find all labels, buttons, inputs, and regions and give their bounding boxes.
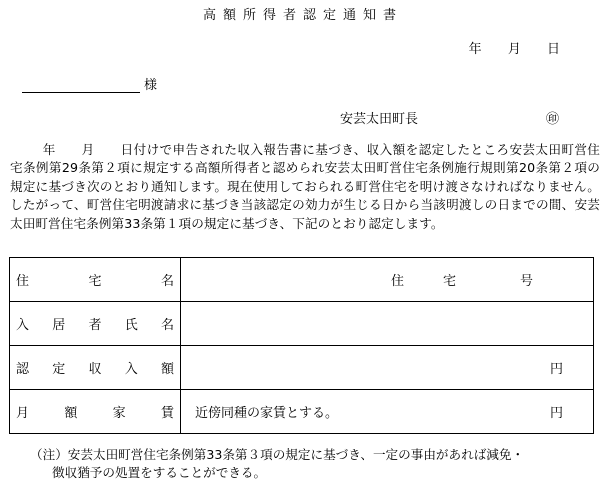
recipient-blank: [22, 78, 140, 93]
tenant-name-value: [181, 302, 594, 346]
tenant-name-label: 入 居 者 氏 名: [10, 302, 181, 346]
footnote: [30, 446, 600, 482]
monthly-rent-label: 月 額 家 賃: [10, 390, 181, 434]
table-row-tenant: [10, 302, 594, 346]
monthly-rent-value: 近傍同種の家賃とする。 円: [181, 390, 594, 434]
table-row-income: [10, 346, 594, 390]
notice-paragraph: 年 月 日付けで申告された収入報告書に基づき、収入額を認定したところ安芸太田町営住宅条例第29条第２項に規定する高額所得者と認められ安芸太田町営住宅条例施行規則第20条第２項の規定に基づき次のとおり通知します。現在使用しておられる町営住宅を明け渡さなければなりません。したがって、町営住宅明渡請求に基づき当該認定の効力が生じる日から当該明渡しの日までの間、安芸太田町営住宅条例第33条第１項の規定に基づき、下記のとおり認定します。: [10, 142, 600, 231]
date-month: 月: [507, 42, 521, 57]
recipient-suffix: 様: [144, 78, 158, 93]
recipient-line: [22, 74, 157, 93]
notice-body: [10, 141, 600, 233]
footnote-line-1: （注）安芸太田町営住宅条例第33条第３項の規定に基づき、一定の事由があれば減免・: [30, 447, 525, 462]
footnote-line-2: 徴収猶予の処置をすることができる。: [52, 465, 267, 480]
date-day: 日: [546, 42, 560, 57]
housing-name-label: 住 宅 名: [10, 258, 181, 302]
date-line: [469, 38, 560, 57]
document-title: 高額所得者認定通知書: [202, 8, 403, 23]
certified-income-label: 認 定 収 入 額: [10, 346, 181, 390]
date-year: 年: [468, 42, 482, 57]
seal-mark: ㊞: [546, 112, 560, 127]
certified-income-value: 円: [181, 346, 594, 390]
housing-number-cell: 住 宅 号: [181, 258, 594, 302]
issuer-name: 安芸太田町長: [340, 112, 419, 127]
certification-table: [9, 257, 594, 434]
table-row-housing: [10, 258, 594, 302]
table-row-rent: [10, 390, 594, 434]
